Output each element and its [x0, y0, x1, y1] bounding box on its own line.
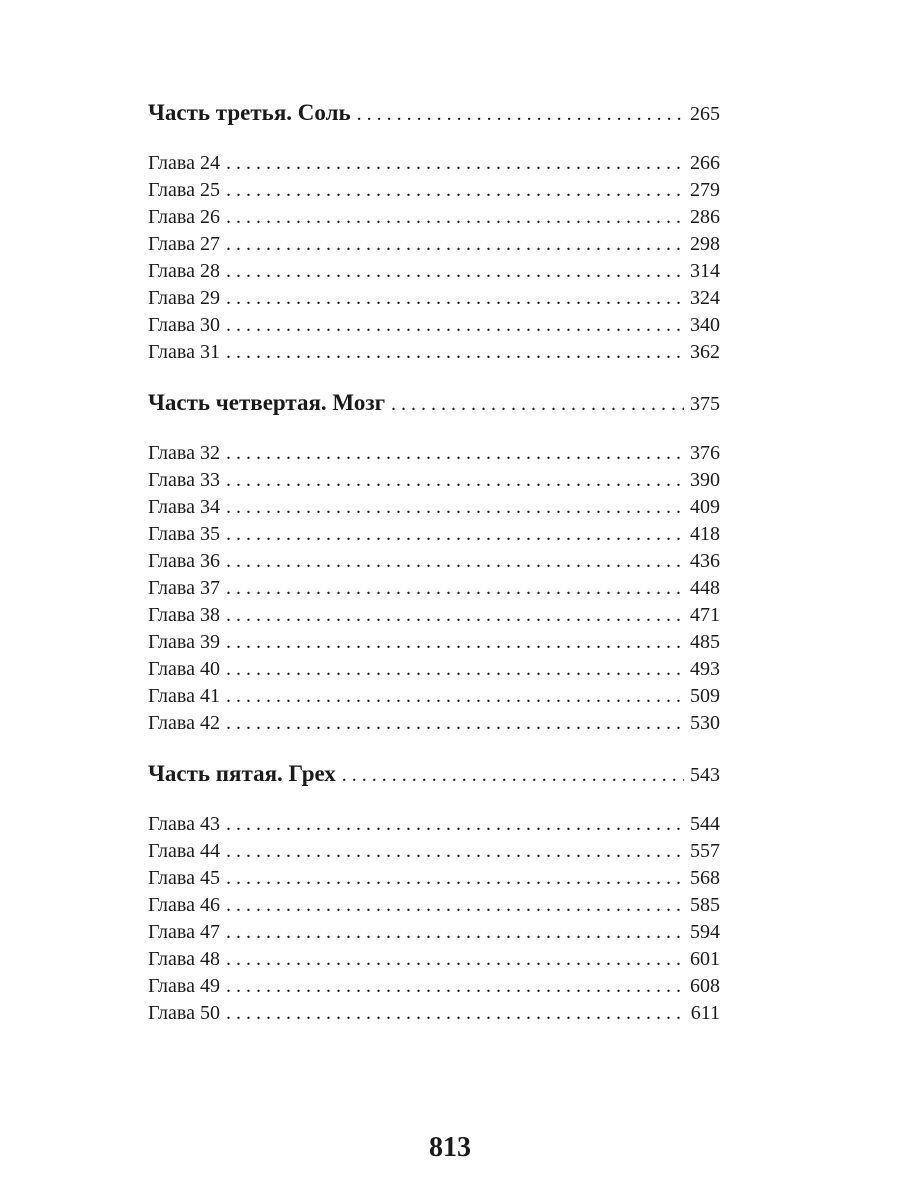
part-title: Часть четвертая. Мозг — [148, 390, 386, 415]
chapter-title: Глава 46 — [148, 894, 220, 916]
chapter-row — [148, 231, 720, 258]
dot-leader — [226, 521, 684, 548]
dot-leader — [226, 973, 684, 1000]
chapter-page-number: 608 — [690, 975, 720, 997]
part-heading-row — [148, 96, 720, 130]
chapter-row — [148, 467, 720, 494]
chapter-page-number: 493 — [690, 658, 720, 680]
chapter-title: Глава 26 — [148, 206, 220, 228]
dot-leader — [226, 683, 684, 710]
dot-leader — [226, 946, 684, 973]
chapter-title: Глава 36 — [148, 550, 220, 572]
chapter-page-number: 266 — [690, 152, 720, 174]
chapter-page-number: 448 — [690, 577, 720, 599]
dot-leader — [226, 467, 684, 494]
chapter-page-number: 409 — [690, 496, 720, 518]
page-number: 813 — [429, 1132, 471, 1163]
chapter-title: Глава 41 — [148, 685, 220, 707]
dot-leader — [226, 811, 684, 838]
chapter-page-number: 314 — [690, 260, 720, 282]
chapter-page-number: 485 — [690, 631, 720, 653]
dot-leader — [391, 387, 684, 421]
part-page-number: 543 — [690, 764, 720, 786]
chapter-title: Глава 33 — [148, 469, 220, 491]
chapter-row — [148, 204, 720, 231]
dot-leader — [226, 602, 684, 629]
toc-part — [148, 96, 720, 366]
chapter-row — [148, 150, 720, 177]
chapter-title: Глава 40 — [148, 658, 220, 680]
chapter-row — [148, 521, 720, 548]
part-page-number: 265 — [690, 103, 720, 125]
dot-leader — [226, 629, 684, 656]
chapter-row — [148, 1000, 720, 1027]
dot-leader — [357, 97, 684, 131]
chapter-page-number: 544 — [690, 813, 720, 835]
chapter-row — [148, 258, 720, 285]
chapter-page-number: 557 — [690, 840, 720, 862]
chapter-title: Глава 49 — [148, 975, 220, 997]
chapter-page-number: 286 — [690, 206, 720, 228]
toc-part — [148, 757, 720, 1027]
chapter-page-number: 601 — [690, 948, 720, 970]
chapter-row — [148, 629, 720, 656]
chapter-row — [148, 865, 720, 892]
chapter-title: Глава 37 — [148, 577, 220, 599]
chapter-row — [148, 892, 720, 919]
chapter-row — [148, 811, 720, 838]
chapter-title: Глава 30 — [148, 314, 220, 336]
chapter-page-number: 362 — [690, 341, 720, 363]
dot-leader — [226, 919, 684, 946]
chapter-title: Глава 42 — [148, 712, 220, 734]
chapter-row — [148, 494, 720, 521]
chapter-title: Глава 48 — [148, 948, 220, 970]
dot-leader — [226, 865, 684, 892]
chapter-title: Глава 28 — [148, 260, 220, 282]
dot-leader — [226, 231, 684, 258]
dot-leader — [226, 1000, 685, 1027]
chapter-row — [148, 602, 720, 629]
chapter-row — [148, 177, 720, 204]
part-title: Часть третья. Соль — [148, 100, 351, 125]
chapter-title: Глава 43 — [148, 813, 220, 835]
dot-leader — [226, 710, 684, 737]
toc-part — [148, 386, 720, 737]
chapter-row — [148, 656, 720, 683]
chapter-row — [148, 575, 720, 602]
chapter-page-number: 436 — [690, 550, 720, 572]
chapter-row — [148, 285, 720, 312]
chapter-page-number: 530 — [690, 712, 720, 734]
chapter-page-number: 324 — [690, 287, 720, 309]
part-heading-row — [148, 757, 720, 791]
chapter-title: Глава 35 — [148, 523, 220, 545]
chapter-title: Глава 44 — [148, 840, 220, 862]
chapter-page-number: 340 — [690, 314, 720, 336]
chapter-row — [148, 339, 720, 366]
chapter-page-number: 418 — [690, 523, 720, 545]
chapter-title: Глава 39 — [148, 631, 220, 653]
chapter-title: Глава 32 — [148, 442, 220, 464]
dot-leader — [226, 656, 684, 683]
dot-leader — [226, 339, 684, 366]
chapter-page-number: 298 — [690, 233, 720, 255]
dot-leader — [226, 285, 684, 312]
chapter-row — [148, 710, 720, 737]
chapter-page-number: 594 — [690, 921, 720, 943]
chapter-page-number: 279 — [690, 179, 720, 201]
chapter-row — [148, 312, 720, 339]
part-page-number: 375 — [690, 393, 720, 415]
chapter-page-number: 390 — [690, 469, 720, 491]
table-of-contents — [148, 96, 720, 1027]
chapter-title: Глава 47 — [148, 921, 220, 943]
dot-leader — [226, 892, 684, 919]
chapter-row — [148, 440, 720, 467]
dot-leader — [226, 204, 684, 231]
dot-leader — [342, 758, 684, 792]
chapter-row — [148, 919, 720, 946]
chapter-page-number: 568 — [690, 867, 720, 889]
chapter-row — [148, 683, 720, 710]
dot-leader — [226, 440, 684, 467]
chapter-row — [148, 838, 720, 865]
dot-leader — [226, 548, 684, 575]
part-heading-row — [148, 386, 720, 420]
dot-leader — [226, 575, 684, 602]
chapter-page-number: 611 — [690, 1002, 720, 1024]
dot-leader — [226, 312, 684, 339]
dot-leader — [226, 150, 684, 177]
chapter-title: Глава 29 — [148, 287, 220, 309]
chapter-title: Глава 31 — [148, 341, 220, 363]
chapter-row — [148, 973, 720, 1000]
chapter-row — [148, 548, 720, 575]
chapter-page-number: 509 — [690, 685, 720, 707]
dot-leader — [226, 177, 684, 204]
chapter-title: Глава 45 — [148, 867, 220, 889]
chapter-title: Глава 27 — [148, 233, 220, 255]
dot-leader — [226, 838, 684, 865]
chapter-page-number: 585 — [690, 894, 720, 916]
dot-leader — [226, 494, 684, 521]
chapter-title: Глава 34 — [148, 496, 220, 518]
part-title: Часть пятая. Грех — [148, 761, 336, 786]
chapter-title: Глава 24 — [148, 152, 220, 174]
chapter-title: Глава 50 — [148, 1002, 220, 1024]
chapter-row — [148, 946, 720, 973]
chapter-page-number: 376 — [690, 442, 720, 464]
dot-leader — [226, 258, 684, 285]
chapter-page-number: 471 — [690, 604, 720, 626]
chapter-title: Глава 25 — [148, 179, 220, 201]
chapter-title: Глава 38 — [148, 604, 220, 626]
